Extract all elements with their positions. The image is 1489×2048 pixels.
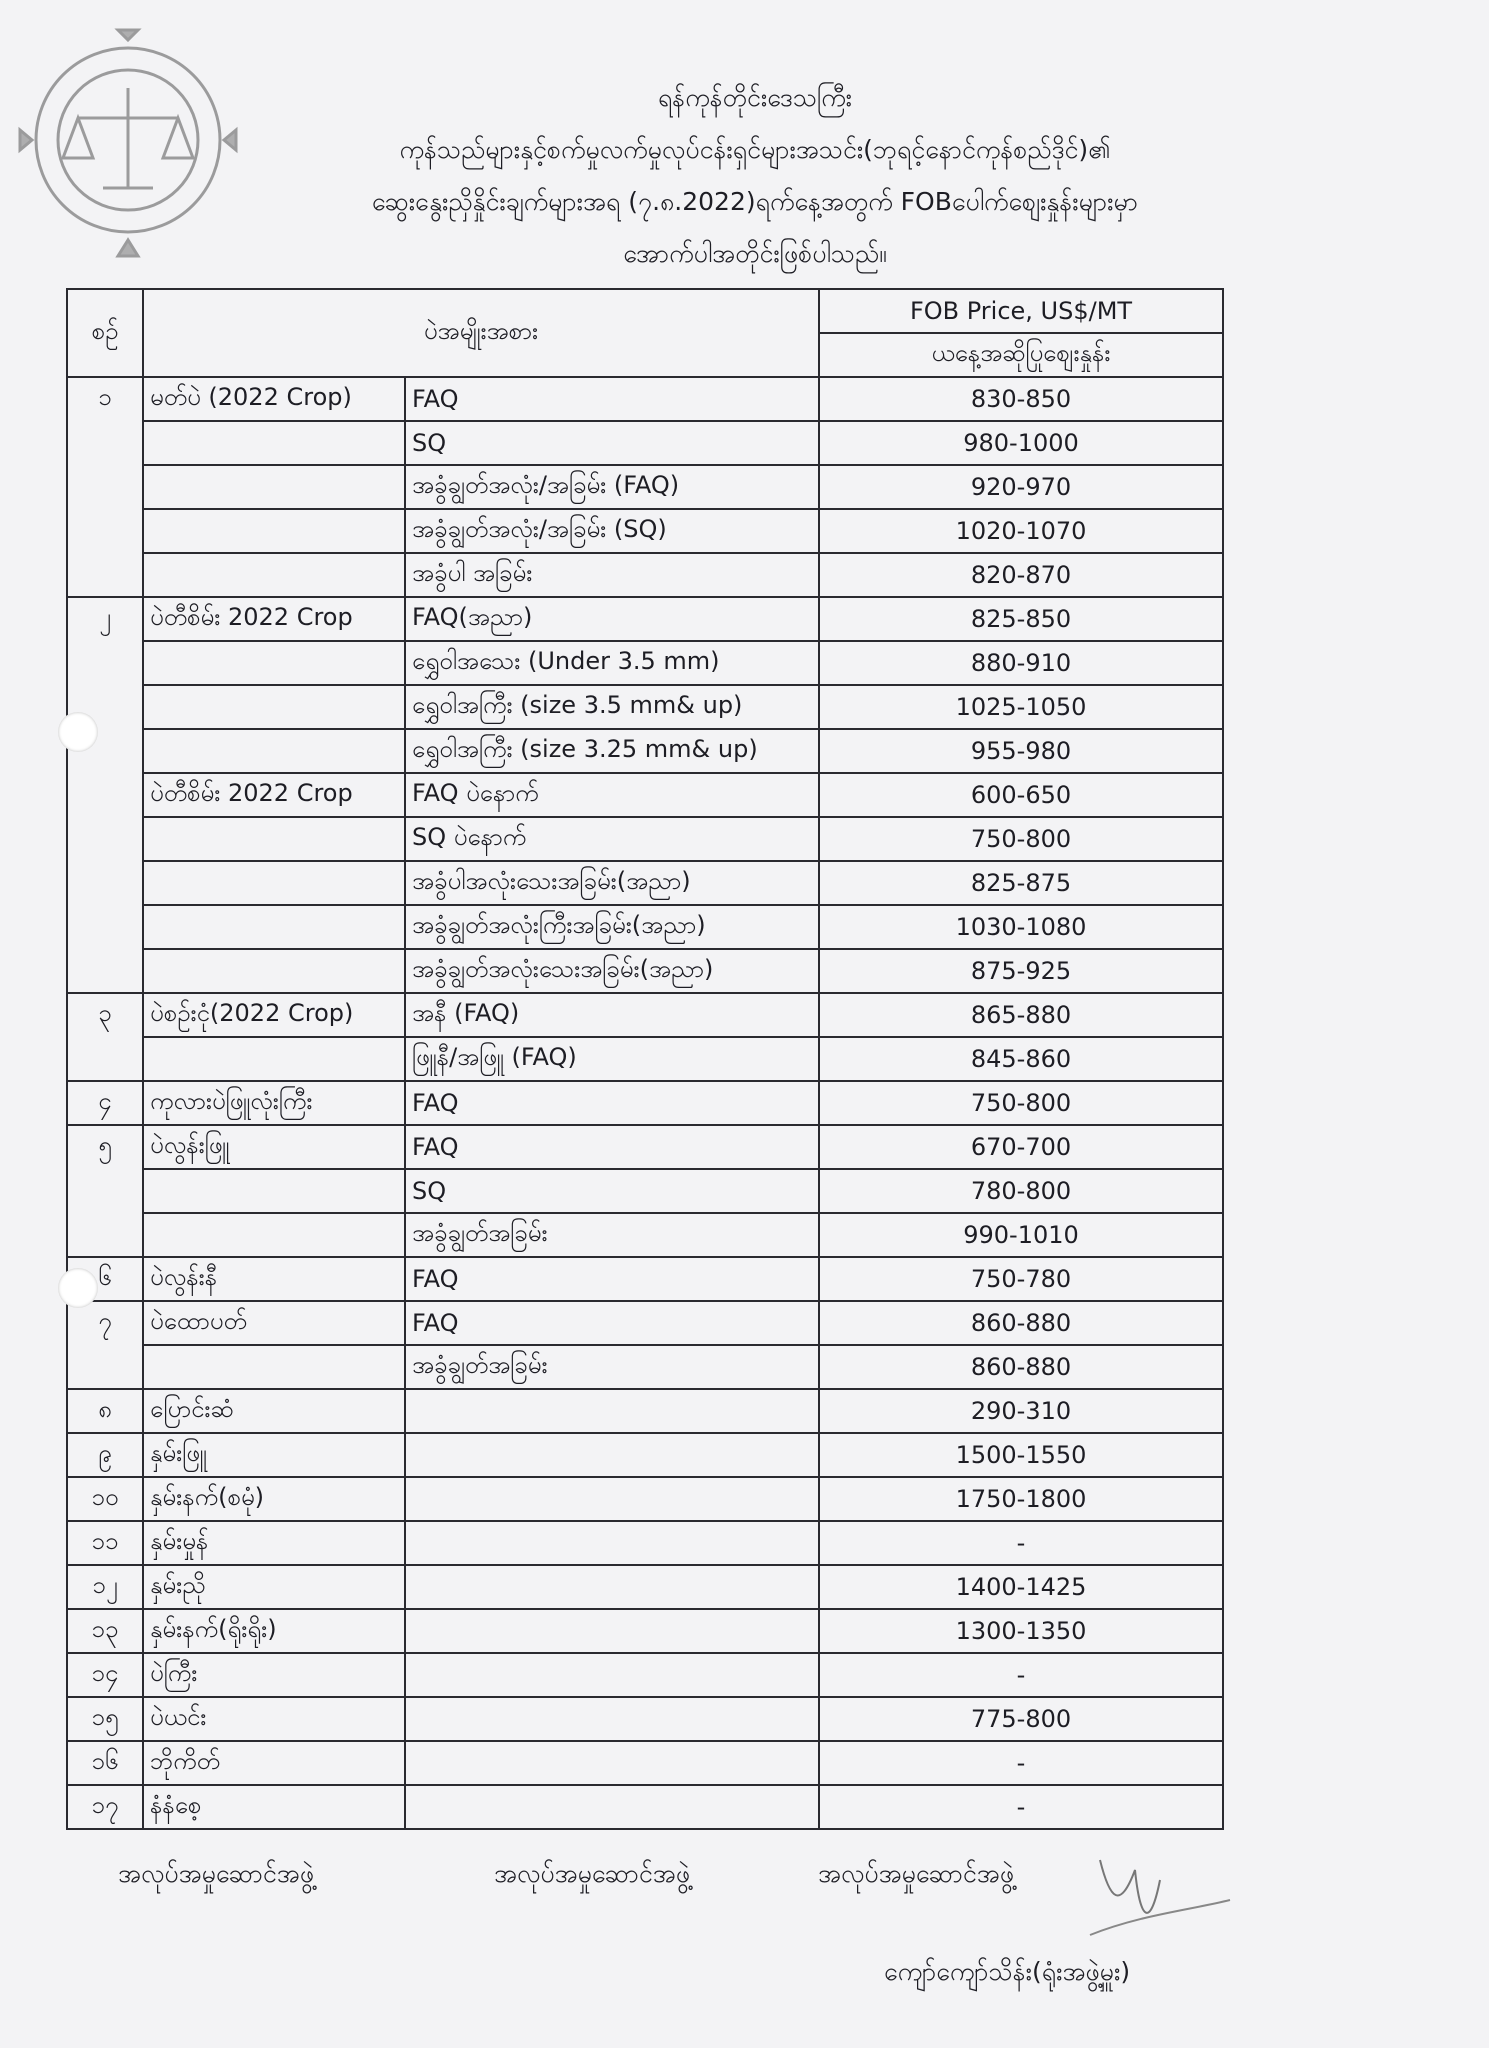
cell-no <box>67 465 143 509</box>
cell-price: 1500-1550 <box>819 1433 1223 1477</box>
cell-type-name <box>143 465 405 509</box>
cell-grade: FAQ ပဲနောက် <box>405 773 819 817</box>
cell-grade: FAQ <box>405 1081 819 1125</box>
cell-type-name <box>143 1345 405 1389</box>
cell-price: 750-800 <box>819 817 1223 861</box>
cell-grade: အခွံချွတ်အလုံးသေးအခြမ်း(အညာ) <box>405 949 819 993</box>
cell-type-name: နှမ်းနက်(ရိုးရိုး) <box>143 1609 405 1653</box>
table-row <box>67 1565 1223 1609</box>
cell-grade <box>405 1609 819 1653</box>
table-row <box>67 729 1223 773</box>
cell-price: 1030-1080 <box>819 905 1223 949</box>
cell-no: ၁၆ <box>67 1741 143 1785</box>
cell-grade <box>405 1785 819 1829</box>
cell-no: ၂ <box>67 597 143 641</box>
cell-no <box>67 905 143 949</box>
table-row <box>67 597 1223 641</box>
cell-no <box>67 773 143 817</box>
cell-type-name <box>143 685 405 729</box>
cell-price: 875-925 <box>819 949 1223 993</box>
cell-no: ၉ <box>67 1433 143 1477</box>
table-row <box>67 1741 1223 1785</box>
cell-type-name: ပဲတီစိမ်း 2022 Crop <box>143 597 405 641</box>
table-row <box>67 553 1223 597</box>
punch-hole <box>58 712 98 752</box>
cell-type-name <box>143 905 405 949</box>
cell-price: 865-880 <box>819 993 1223 1037</box>
cell-no: ၁၂ <box>67 1565 143 1609</box>
cell-no <box>67 1037 143 1081</box>
cell-no <box>67 949 143 993</box>
cell-no <box>67 509 143 553</box>
cell-type-name <box>143 817 405 861</box>
table-row <box>67 1697 1223 1741</box>
header-date-line: ဆွေးနွေးညှိနှိုင်းချက်များအရ (၇.၈.2022)ရက်နေ့အတွက် FOBပေါက်စျေးနှုန်းများမှာ <box>371 187 1139 216</box>
cell-grade: SQ <box>405 1169 819 1213</box>
punch-hole <box>58 1268 98 1308</box>
cell-type-name <box>143 421 405 465</box>
cell-grade: အခွံပါ အခြမ်း <box>405 553 819 597</box>
cell-no: ၁၁ <box>67 1521 143 1565</box>
cell-no: ၁ <box>67 377 143 421</box>
table-row <box>67 1653 1223 1697</box>
table-row <box>67 421 1223 465</box>
table-row <box>67 685 1223 729</box>
cell-no <box>67 817 143 861</box>
cell-no: ၇ <box>67 1301 143 1345</box>
cell-grade <box>405 1389 819 1433</box>
signature-left: အလုပ်အမှုဆောင်အဖွဲ့ <box>118 1859 315 1888</box>
cell-no: ၁၄ <box>67 1653 143 1697</box>
signature-right: အလုပ်အမှုဆောင်အဖွဲ့ <box>818 1859 1015 1888</box>
cell-grade: အခွံချွတ်အခြမ်း <box>405 1213 819 1257</box>
cell-grade <box>405 1653 819 1697</box>
cell-type-name: နံနံစေ့ <box>143 1785 405 1829</box>
cell-price: - <box>819 1521 1223 1565</box>
cell-price: 845-860 <box>819 1037 1223 1081</box>
cell-no: ၄ <box>67 1081 143 1125</box>
cell-grade: ရွှေဝါအသေး (Under 3.5 mm) <box>405 641 819 685</box>
cell-type-name: ပဲကြီး <box>143 1653 405 1697</box>
cell-price: 825-850 <box>819 597 1223 641</box>
cell-no <box>67 1345 143 1389</box>
cell-price: 670-700 <box>819 1125 1223 1169</box>
cell-type-name: နှမ်းညို <box>143 1565 405 1609</box>
table-row <box>67 1301 1223 1345</box>
cell-grade: SQ <box>405 421 819 465</box>
cell-price: 1300-1350 <box>819 1609 1223 1653</box>
cell-price: 920-970 <box>819 465 1223 509</box>
cell-type-name: ပဲထောပတ် <box>143 1301 405 1345</box>
cell-grade: အခွံချွတ်အခြမ်း <box>405 1345 819 1389</box>
header-price: FOB Price, US$/MT <box>819 289 1223 333</box>
cell-no: ၅ <box>67 1125 143 1169</box>
cell-grade: FAQ <box>405 1125 819 1169</box>
cell-no <box>67 641 143 685</box>
header-price-sub: ယနေ့အဆိုပြုစျေးနှုန်း <box>819 333 1223 377</box>
table-row <box>67 773 1223 817</box>
cell-type-name: ပဲစဉ်းငုံ(2022 Crop) <box>143 993 405 1037</box>
price-table <box>66 288 1224 1830</box>
cell-price: - <box>819 1653 1223 1697</box>
cell-price: 1400-1425 <box>819 1565 1223 1609</box>
cell-no <box>67 861 143 905</box>
header-type: ပဲအမျိုးအစား <box>143 289 819 377</box>
cell-type-name <box>143 1213 405 1257</box>
table-row <box>67 1609 1223 1653</box>
cell-no: ၃ <box>67 993 143 1037</box>
cell-price: - <box>819 1785 1223 1829</box>
table-row <box>67 509 1223 553</box>
cell-grade: SQ ပဲနောက် <box>405 817 819 861</box>
header-region: ရန်ကုန်တိုင်းဒေသကြီး <box>657 83 853 112</box>
cell-price: 825-875 <box>819 861 1223 905</box>
table-row <box>67 1345 1223 1389</box>
table-row <box>67 641 1223 685</box>
table-row <box>67 1389 1223 1433</box>
cell-grade: ဖြူနီ/အဖြူ (FAQ) <box>405 1037 819 1081</box>
cell-price: 860-880 <box>819 1345 1223 1389</box>
cell-type-name <box>143 1169 405 1213</box>
cell-price: 830-850 <box>819 377 1223 421</box>
cell-type-name <box>143 861 405 905</box>
cell-no: ၁၇ <box>67 1785 143 1829</box>
table-row <box>67 1257 1223 1301</box>
cell-grade: အခွံချွတ်အလုံးကြီးအခြမ်း(အညာ) <box>405 905 819 949</box>
table-row <box>67 905 1223 949</box>
cell-grade: FAQ <box>405 1301 819 1345</box>
cell-price: 1750-1800 <box>819 1477 1223 1521</box>
cell-type-name: ပဲလွန်းနီ <box>143 1257 405 1301</box>
table-row <box>67 1521 1223 1565</box>
cell-type-name <box>143 1037 405 1081</box>
cell-no <box>67 421 143 465</box>
cell-grade: အနီ (FAQ) <box>405 993 819 1037</box>
cell-grade <box>405 1521 819 1565</box>
table-row <box>67 465 1223 509</box>
cell-grade: FAQ <box>405 377 819 421</box>
cell-type-name: ပဲလွန်းဖြူ <box>143 1125 405 1169</box>
table-row <box>67 1125 1223 1169</box>
table-row <box>67 861 1223 905</box>
cell-grade <box>405 1433 819 1477</box>
cell-grade <box>405 1697 819 1741</box>
cell-grade <box>405 1565 819 1609</box>
cell-price: 750-780 <box>819 1257 1223 1301</box>
cell-grade: FAQ <box>405 1257 819 1301</box>
cell-price: 1025-1050 <box>819 685 1223 729</box>
cell-grade <box>405 1477 819 1521</box>
cell-type-name: နှမ်းနက်(စမုံ) <box>143 1477 405 1521</box>
cell-price: 980-1000 <box>819 421 1223 465</box>
document-header <box>190 72 1320 280</box>
cell-type-name: ကုလားပဲဖြူလုံးကြီး <box>143 1081 405 1125</box>
cell-grade: FAQ(အညာ) <box>405 597 819 641</box>
cell-type-name <box>143 949 405 993</box>
cell-price: 290-310 <box>819 1389 1223 1433</box>
cell-price: 880-910 <box>819 641 1223 685</box>
signer-name: ကျော်ကျော်သိန်း(ရုံးအဖွဲ့မှူး) <box>884 1957 1131 1986</box>
cell-price: 1020-1070 <box>819 509 1223 553</box>
cell-type-name: မတ်ပဲ (2022 Crop) <box>143 377 405 421</box>
cell-price: 860-880 <box>819 1301 1223 1345</box>
table-row <box>67 1037 1223 1081</box>
cell-no: ၈ <box>67 1389 143 1433</box>
cell-grade: အခွံချွတ်အလုံး/အခြမ်း (FAQ) <box>405 465 819 509</box>
cell-type-name <box>143 509 405 553</box>
cell-price: - <box>819 1741 1223 1785</box>
cell-grade: အခွံပါအလုံးသေးအခြမ်း(အညာ) <box>405 861 819 905</box>
cell-price: 750-800 <box>819 1081 1223 1125</box>
cell-grade <box>405 1741 819 1785</box>
cell-no <box>67 553 143 597</box>
table-row <box>67 993 1223 1037</box>
cell-grade: အခွံချွတ်အလုံး/အခြမ်း (SQ) <box>405 509 819 553</box>
cell-price: 955-980 <box>819 729 1223 773</box>
table-row <box>67 1433 1223 1477</box>
cell-type-name: ပဲတီစိမ်း 2022 Crop <box>143 773 405 817</box>
header-association: ကုန်သည်များနှင့်စက်မှုလက်မှုလုပ်ငန်းရှင်များအသင်း(ဘုရင့်နောင်ကုန်စည်ဒိုင်)၏ <box>399 135 1111 164</box>
cell-price: 820-870 <box>819 553 1223 597</box>
cell-grade: ရွှေဝါအကြီး (size 3.25 mm& up) <box>405 729 819 773</box>
cell-type-name: ဘိုကိတ် <box>143 1741 405 1785</box>
cell-no: ၁၅ <box>67 1697 143 1741</box>
table-row <box>67 1785 1223 1829</box>
cell-price: 990-1010 <box>819 1213 1223 1257</box>
table-row <box>67 1213 1223 1257</box>
cell-type-name: နှမ်းမှုန် <box>143 1521 405 1565</box>
cell-no: ၁၀ <box>67 1477 143 1521</box>
cell-no <box>67 1213 143 1257</box>
header-closing: အောက်ပါအတိုင်းဖြစ်ပါသည်။ <box>623 239 887 268</box>
cell-price: 600-650 <box>819 773 1223 817</box>
cell-price: 775-800 <box>819 1697 1223 1741</box>
cell-type-name <box>143 729 405 773</box>
table-row <box>67 817 1223 861</box>
table-row <box>67 1081 1223 1125</box>
cell-type-name <box>143 641 405 685</box>
cell-grade: ရွှေဝါအကြီး (size 3.5 mm& up) <box>405 685 819 729</box>
price-table-body <box>67 377 1223 1829</box>
cell-no: ၆ <box>67 1257 143 1301</box>
cell-type-name: ပဲယင်း <box>143 1697 405 1741</box>
cell-type-name: နှမ်းဖြူ <box>143 1433 405 1477</box>
header-no: စဉ် <box>67 289 143 377</box>
table-row <box>67 1169 1223 1213</box>
signature-middle: အလုပ်အမှုဆောင်အဖွဲ့ <box>494 1859 691 1888</box>
cell-type-name: ပြောင်းဆံ <box>143 1389 405 1433</box>
cell-no <box>67 1169 143 1213</box>
table-row <box>67 1477 1223 1521</box>
cell-price: 780-800 <box>819 1169 1223 1213</box>
table-row <box>67 949 1223 993</box>
cell-type-name <box>143 553 405 597</box>
cell-no: ၁၃ <box>67 1609 143 1653</box>
handwritten-initial-icon <box>1080 1840 1240 1950</box>
table-row <box>67 377 1223 421</box>
